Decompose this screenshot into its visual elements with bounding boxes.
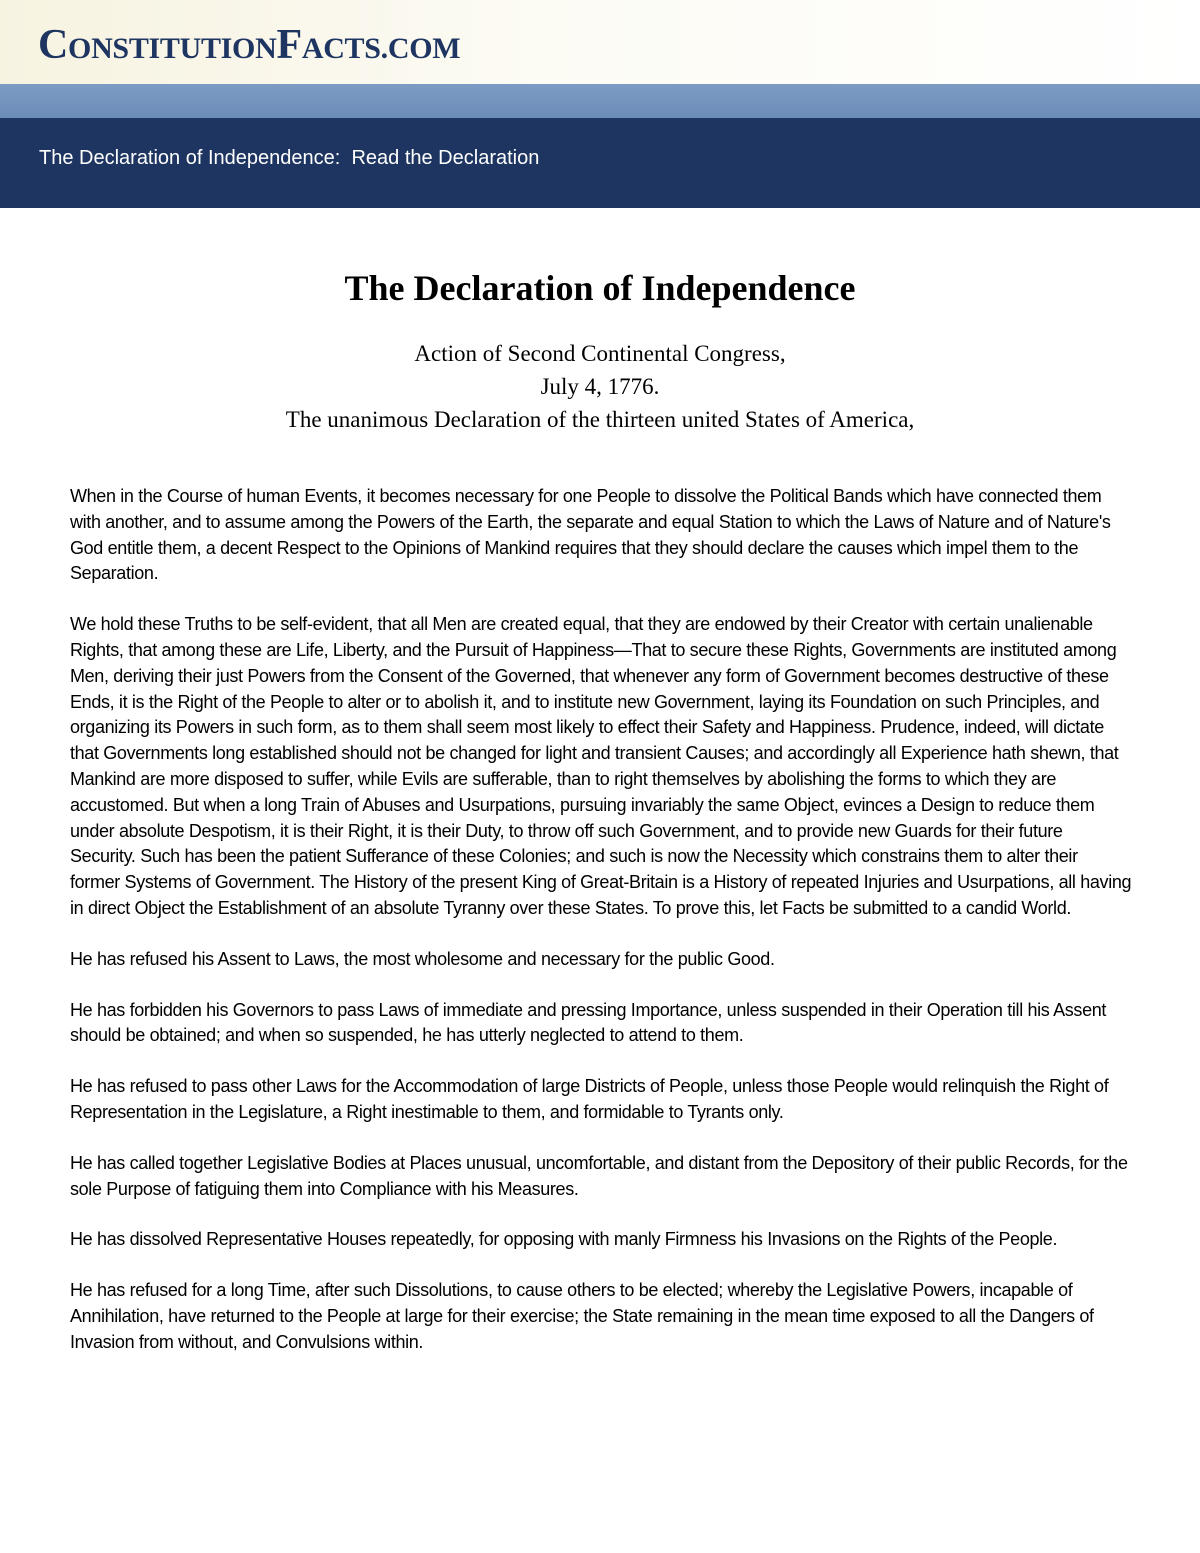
paragraph: When in the Course of human Events, it becomes necessary for one People to dissolve the Political Bands which have connected them with another, and to assume among the Powers of the Earth, the separate and equal Station to which the Laws of Nature and of Nature's God entitle them, a decent Respect to the Opinions of Mankind requires that they should declare the causes which impel them to the Separation.	[70, 486, 1111, 584]
paragraph: He has refused to pass other Laws for the Accommodation of large Districts of People, unless those People would relinquish the Right of Representation in the Legislature, a Right inestimable to them, and formidable to Tyrants only.	[70, 1076, 1109, 1122]
breadcrumb-section[interactable]: The Declaration of Independence:	[39, 147, 341, 169]
subtitle-line: Action of Second Continental Congress,	[414, 341, 786, 366]
subtitle-line: The unanimous Declaration of the thirteen united States of America,	[285, 407, 915, 432]
breadcrumb	[39, 146, 539, 170]
paragraph: He has refused for a long Time, after such Dissolutions, to cause others to be elected; whereby the Legislative Powers, incapable of Annihilation, have returned to the People at large for their exercise; the State remaining in the mean time exposed to all the Dangers of Invasion from without, and Convulsions within.	[70, 1280, 1094, 1352]
document-subtitle	[0, 337, 1200, 436]
paragraph: He has called together Legislative Bodies at Places unusual, uncomfortable, and distant from the Depository of their public Records, for the sole Purpose of fatiguing them into Compliance with his Measures.	[70, 1152, 1128, 1199]
paragraph: We hold these Truths to be self-evident, that all Men are created equal, that they are endowed by their Creator with certain unalienable Rights, that among these are Life, Liberty, and the Pursuit of Happiness—That to secure these Rights, Governments are instituted among Men, deriving their just Powers from the Consent of the Governed, that whenever any form of Government becomes destructive of these Ends, it is the Right of the People to alter or to abolish it, and to institute new Government, laying its Foundation on such Principles, and organizing its Powers in such form, as to them shall seem most likely to effect their Safety and Happiness. Prudence, indeed, will dictate that Governments long established should not be changed for light and transient Causes; and accordingly all Experience hath shewn, that Mankind are more disposed to suffer, while Evils are sufferable, than to right themselves by abolishing the forms to which they are accustomed. But when a long Train of Abuses and Usurpations, pursuing invariably the same Object, evinces a Design to reduce them under absolute Despotism, it is their Right, it is their Duty, to throw off such Government, and to provide new Guards for their future Security. Such has been the patient Sufferance of these Colonies; and such is now the Necessity which constrains them to alter their former Systems of Government. The History of the present King of Great-Britain is a History of repeated Injuries and Usurpations, all having in direct Object the Establishment of an absolute Tyranny over these States. To prove this, let Facts be submitted to a candid World.	[70, 614, 1132, 918]
paragraph: He has refused his Assent to Laws, the most wholesome and necessary for the public Good.	[70, 948, 775, 969]
subtitle-line: July 4, 1776.	[540, 374, 660, 399]
document-title: The Declaration of Independence	[344, 268, 856, 308]
site-header	[0, 0, 1200, 84]
paragraph: He has dissolved Representative Houses repeatedly, for opposing with manly Firmness his Invasions on the Rights of the People.	[70, 1229, 1058, 1250]
document-body	[70, 484, 1132, 1381]
breadcrumb-current-page: Read the Declaration	[351, 147, 540, 169]
header-accent-stripe	[0, 84, 1200, 118]
paragraph: He has forbidden his Governors to pass Laws of immediate and pressing Importance, unless suspended in their Operation till his Assent should be obtained; and when so suspended, he has utterly neglected to attend to them.	[70, 999, 1107, 1046]
site-logo[interactable]: CONSTITUTIONFACTS.COM	[38, 22, 461, 68]
